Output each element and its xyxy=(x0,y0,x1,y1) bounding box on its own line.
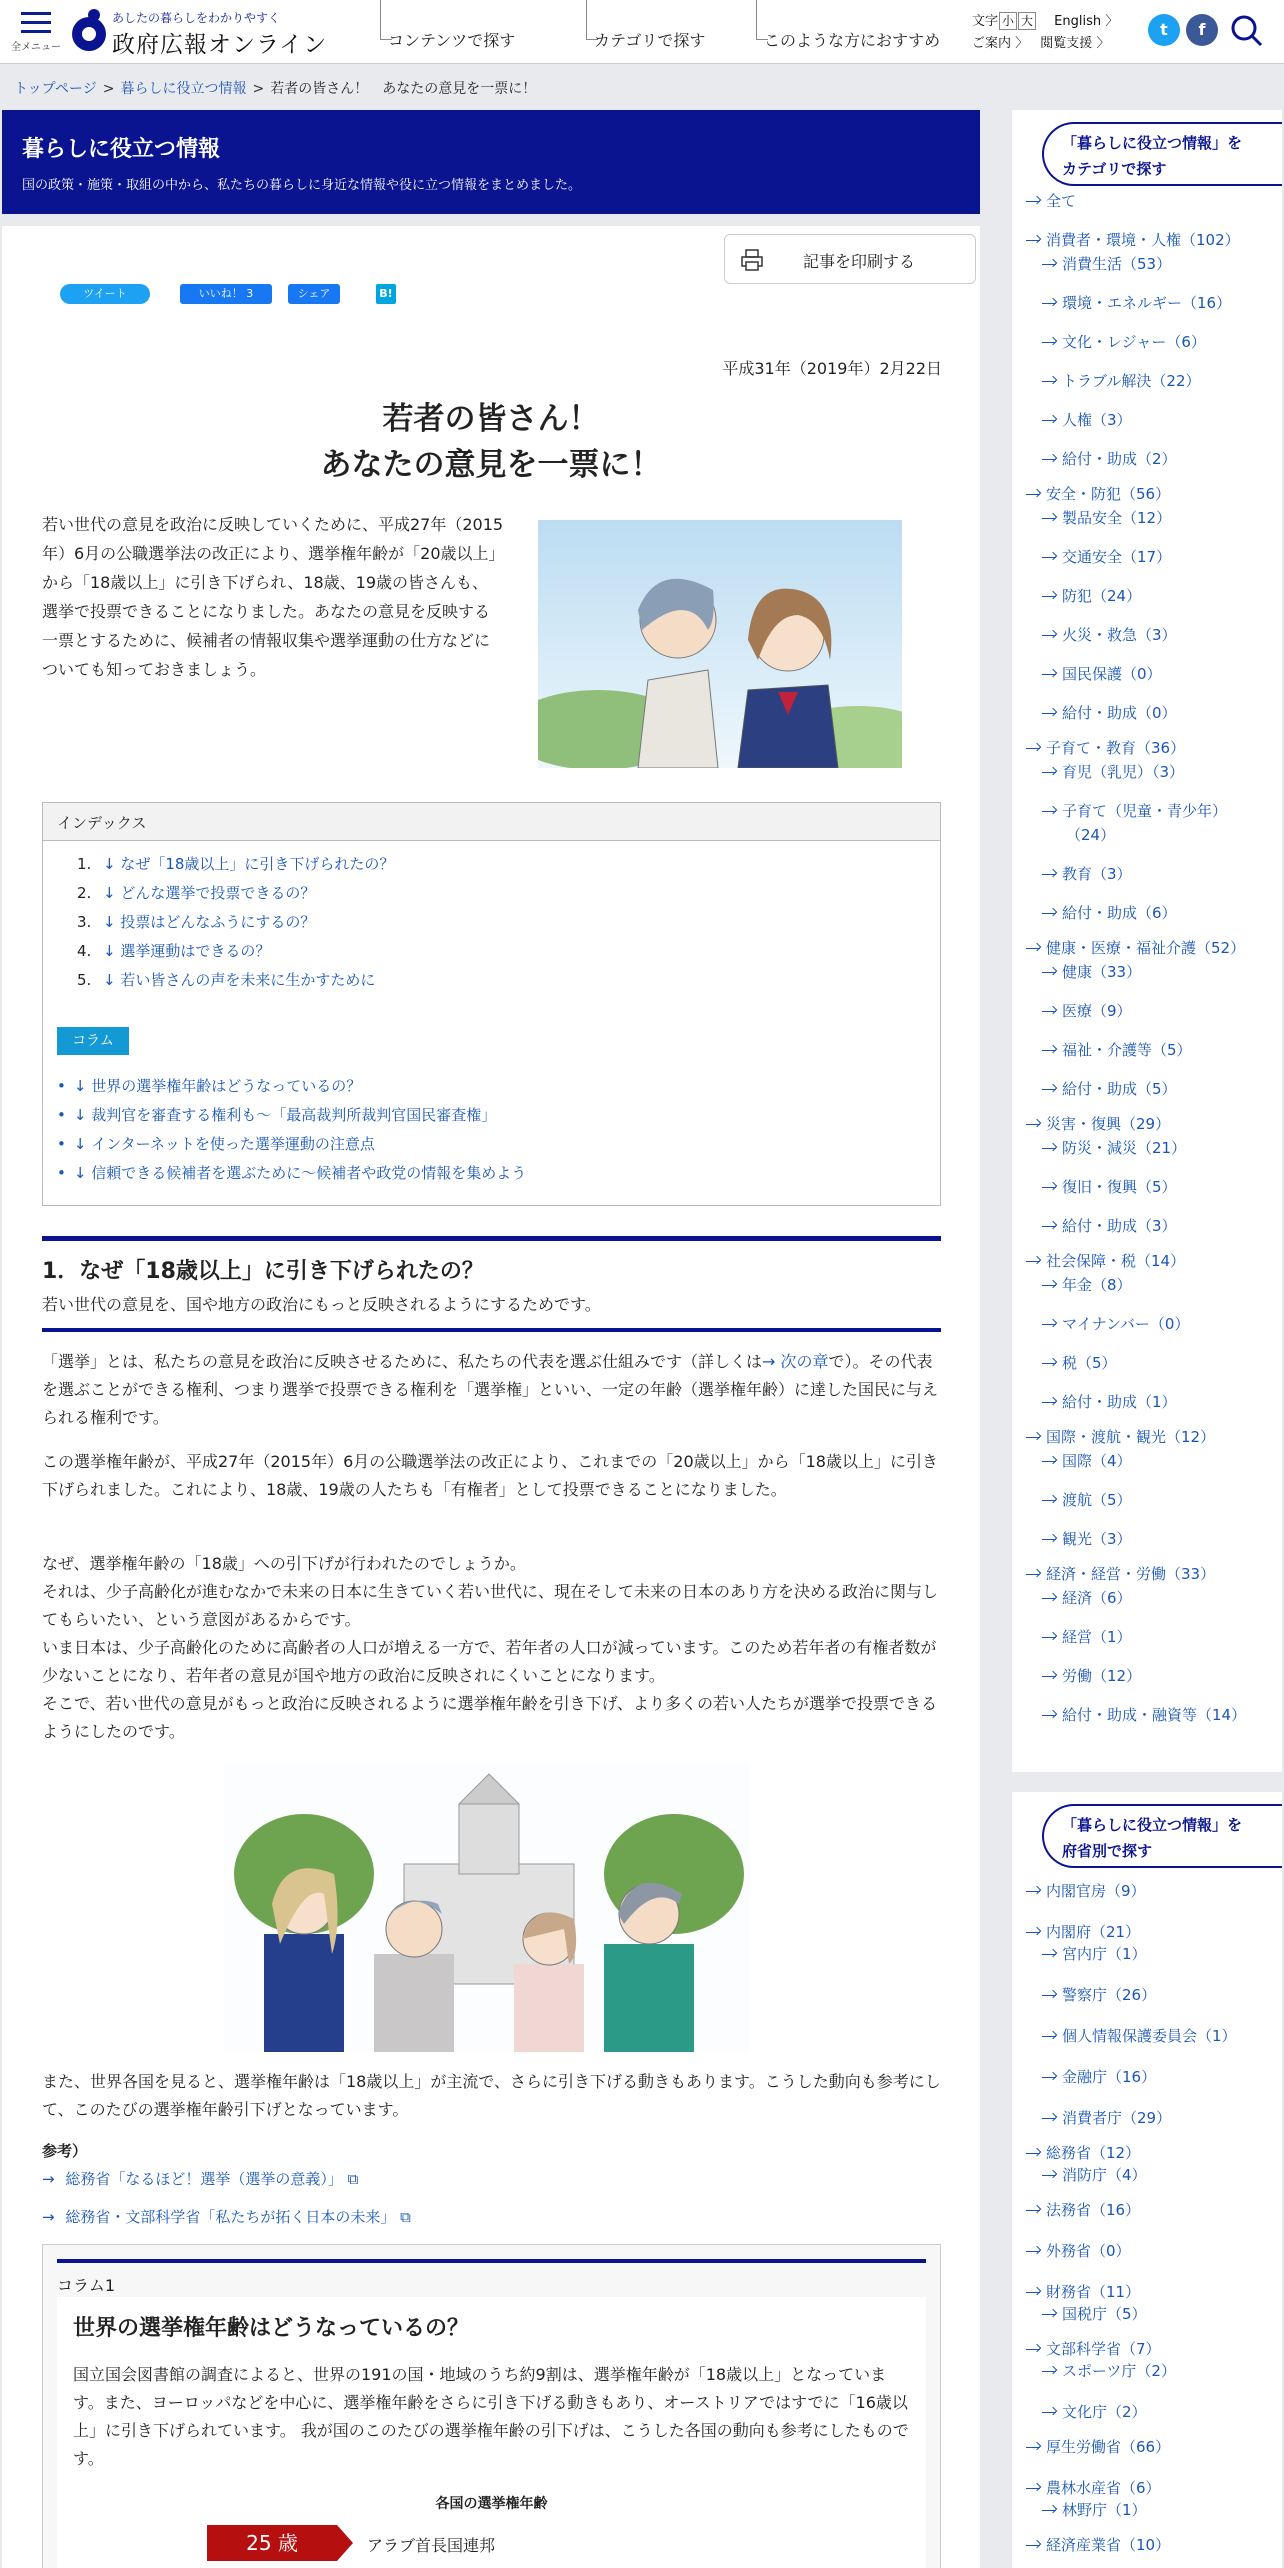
sidebar-item[interactable]: 健康・医療・福祉介護（52） xyxy=(1026,937,1245,958)
column1-topline xyxy=(57,2259,926,2263)
arrow-icon xyxy=(1042,2170,1058,2180)
column1-chart-title: 各国の選挙権年齢 xyxy=(435,2496,548,2512)
arrow-icon xyxy=(1026,2246,1042,2256)
column-index-item[interactable]: • ↓ 世界の選挙権年齢はどうなっているの？ xyxy=(57,1075,526,1104)
arrow-icon xyxy=(1042,2366,1058,2376)
facebook-icon[interactable]: f xyxy=(1186,14,1218,46)
column1-label: コラム1 xyxy=(57,2276,116,2295)
arrow-icon xyxy=(1042,1182,1058,1192)
sidebar-item[interactable]: 内閣官房（9） xyxy=(1026,1880,1146,1901)
sidebar-item[interactable]: 消防庁（4） xyxy=(1042,2164,1147,2185)
like-button[interactable]: いいね！ 3 xyxy=(180,284,272,304)
sidebar-item[interactable]: 消費者・環境・人権（102） xyxy=(1026,229,1240,250)
column-index-item[interactable]: • ↓ 裁判官を審査する権利も～「最高裁判所裁判官国民審査権」 xyxy=(57,1104,526,1133)
arrow-icon xyxy=(1042,1045,1058,1055)
sidebar-item[interactable]: 福祉・介護等（5） xyxy=(1042,1039,1192,1060)
sidebar-item[interactable]: 経済産業省（10） xyxy=(1026,2534,1170,2555)
arrow-icon xyxy=(1042,1456,1058,1466)
sidebar-item[interactable]: 国際（4） xyxy=(1042,1450,1132,1471)
sidebar-item[interactable]: トラブル解決（22） xyxy=(1042,370,1201,391)
twitter-icon[interactable]: t xyxy=(1148,14,1180,46)
arrow-icon xyxy=(1042,630,1058,640)
arrow-icon xyxy=(1026,235,1042,245)
tweet-button[interactable]: ツイート xyxy=(60,284,150,304)
sidebar-item[interactable]: 国税庁（5） xyxy=(1042,2303,1147,2324)
reference-link-mext[interactable]: → 総務省・文部科学省「私たちが拓く日本の未来」 ⧉ xyxy=(42,2206,411,2227)
breadcrumb-current: 若者の皆さん！ あなたの意見を一票に！ xyxy=(270,81,537,97)
sidebar-item[interactable]: 防災・減災（21） xyxy=(1042,1137,1186,1158)
sidebar-item[interactable]: 労働（12） xyxy=(1042,1665,1141,1686)
age-bar-arrow xyxy=(337,2525,353,2561)
column1-card xyxy=(57,2297,926,2568)
sidebar-item[interactable]: （24） xyxy=(1066,826,1116,844)
sidebar-item[interactable]: 内閣府（21） xyxy=(1026,1921,1140,1942)
illustration-diet-building xyxy=(224,1764,750,2052)
sidebar-item[interactable]: 給付・助成・融資等（14） xyxy=(1042,1704,1246,1725)
arrow-icon xyxy=(1026,2344,1042,2354)
column-index-item[interactable]: • ↓ インターネットを使った選挙運動の注意点 xyxy=(57,1133,526,1162)
column1-box xyxy=(42,2244,941,2568)
sidebar-category-title-line1: 「暮らしに役立つ情報」を xyxy=(1062,134,1243,152)
sidebar-item[interactable]: 国際・渡航・観光（12） xyxy=(1026,1426,1215,1447)
column1-text: 国立国会図書館の調査によると、世界の191の国・地域のうち約9割は、選挙権年齢が「18歳以上」となっています。また、ヨーロッパなどを中心に、選挙権年齢をさらに引き下げる動きもあり、オーストリアではすでに「16歳以上」に引き下げられています。 我が国のこのたびの選挙権年齢の引下げは、こうした各国の動向も参考にしたものです。 xyxy=(73,2365,909,2468)
arrow-icon xyxy=(1042,2113,1058,2123)
column-tag: コラム xyxy=(57,1027,129,1055)
sidebar-item[interactable]: 外務省（0） xyxy=(1026,2240,1131,2261)
arrow-icon xyxy=(1042,1534,1058,1544)
english-link[interactable]: English 〉 xyxy=(1054,14,1119,29)
section-divider xyxy=(42,1236,941,1241)
sidebar-item[interactable]: 財務省（11） xyxy=(1026,2281,1140,2302)
arrow-icon xyxy=(1042,1990,1058,2000)
arrow-icon xyxy=(1042,1495,1058,1505)
arrow-icon xyxy=(1026,2287,1042,2297)
sidebar-item[interactable]: 交通安全（17） xyxy=(1042,546,1171,567)
sidebar-item[interactable]: 林野庁（1） xyxy=(1042,2499,1147,2520)
sidebar-ministry-title-line1: 「暮らしに役立つ情報」を xyxy=(1062,1816,1243,1834)
banner-description: 国の政策・施策・取組の中から、私たちの暮らしに身近な情報や役に立つ情報をまとめました。 xyxy=(22,178,582,193)
arrow-icon xyxy=(1042,1084,1058,1094)
sidebar-item[interactable]: 給付・助成（2） xyxy=(1042,448,1177,469)
hamburger-icon xyxy=(21,12,51,34)
arrow-icon xyxy=(1042,513,1058,523)
sidebar-item[interactable]: 環境・エネルギー（16） xyxy=(1042,292,1231,313)
logo-mark-icon xyxy=(70,8,108,52)
sidebar-item[interactable]: 年金（8） xyxy=(1042,1274,1132,1295)
text-size-small-button[interactable]: 小 xyxy=(999,12,1017,30)
arrow-icon xyxy=(1042,869,1058,879)
arrow-icon xyxy=(1042,376,1058,386)
sidebar-item[interactable]: 総務省（12） xyxy=(1026,2142,1140,2163)
arrow-icon xyxy=(1042,1593,1058,1603)
sidebar-item[interactable]: 宮内庁（1） xyxy=(1042,1943,1147,1964)
sidebar-item[interactable]: 金融庁（16） xyxy=(1042,2066,1156,2087)
nav-recommend-label: このような方におすすめ xyxy=(764,31,941,50)
sidebar-item[interactable]: 文化・レジャー（6） xyxy=(1042,331,1206,352)
arrow-icon xyxy=(1042,2505,1058,2515)
sidebar-item[interactable]: 国民保護（0） xyxy=(1042,663,1162,684)
arrow-icon xyxy=(1042,806,1058,816)
arrow-icon xyxy=(1042,454,1058,464)
sidebar-item[interactable]: 給付・助成（6） xyxy=(1042,902,1177,923)
print-label: 記事を印刷する xyxy=(803,252,916,271)
arrow-icon xyxy=(1042,2407,1058,2417)
paragraph-1: 「選挙」とは、私たちの意見を政治に反映させるために、私たちの代表を選ぶ仕組みです（詳しくは→ 次の章で）。その代表を選ぶことができる権利、つまり選挙で投票できる権利を「選挙権」といい、一定の年齢（選挙権年齢）に達した国民に与えられる権利です。 xyxy=(42,1348,941,1432)
sidebar-item[interactable]: 経済（6） xyxy=(1042,1587,1132,1608)
paragraph-4: また、世界各国を見ると、選挙権年齢は「18歳以上」が主流で、さらに引き下げる動きもあります。こうした動向も参考にして、このたびの選挙権年齢引下げとなっています。 xyxy=(42,2072,941,2119)
arrow-icon xyxy=(1042,337,1058,347)
column1-title: 世界の選挙権年齢はどうなっているの？ xyxy=(73,2316,470,2341)
sidebar-item[interactable]: 子育て（児童・青少年） xyxy=(1042,800,1227,821)
text-size-label: 文字 xyxy=(972,14,999,29)
external-link-icon: ⧉ xyxy=(347,2170,359,2188)
sidebar-item[interactable]: 復旧・復興（5） xyxy=(1042,1176,1177,1197)
reference-link-soumu[interactable]: → 総務省「なるほど！選挙（選挙の意義）」 ⧉ xyxy=(42,2168,358,2189)
arrow-icon xyxy=(1042,1358,1058,1368)
sidebar-item[interactable]: 全て xyxy=(1026,190,1076,211)
text-size-large-button[interactable]: 大 xyxy=(1018,12,1036,30)
section1-title: 1．なぜ「18歳以上」に引き下げられたの？ xyxy=(42,1259,484,1284)
country-name: アラブ首長国連邦 xyxy=(367,2536,496,2555)
sidebar-item[interactable]: 教育（3） xyxy=(1042,863,1132,884)
index-item[interactable]: 1. ↓ なぜ「18歳以上」に引き下げられたの？ xyxy=(77,855,395,873)
paragraph-2: この選挙権年齢が、平成27年（2015年）6月の公職選挙法の改正により、これまでの「20歳以上」から「18歳以上」に引き下げられました。これにより、18歳、19歳の人たちも「有権者」として投票できることになりました。 xyxy=(42,1452,938,1499)
sidebar-item[interactable]: 警察庁（26） xyxy=(1042,1984,1156,2005)
sidebar-category-title xyxy=(1042,122,1282,186)
section-banner xyxy=(2,110,980,214)
column-index-item[interactable]: • ↓ 信頼できる候補者を選ぶために～候補者や政党の情報を集めよう xyxy=(57,1162,526,1191)
arrow-icon xyxy=(1026,1886,1042,1896)
fb-share-button[interactable]: シェア xyxy=(288,284,340,304)
printer-icon xyxy=(741,249,763,271)
print-button[interactable] xyxy=(724,234,976,284)
arrow-icon xyxy=(1026,196,1042,206)
arrow-icon xyxy=(1042,1397,1058,1407)
nav-category[interactable] xyxy=(586,0,756,64)
index-box xyxy=(42,802,941,1206)
arrow-icon xyxy=(1042,298,1058,308)
sidebar-category xyxy=(1012,110,1282,1772)
sidebar-item[interactable]: 健康（33） xyxy=(1042,961,1141,982)
nav-recommend[interactable] xyxy=(756,0,956,64)
arrow-icon xyxy=(1026,489,1042,499)
index-item[interactable]: 5. ↓ 若い皆さんの声を未来に生かすために xyxy=(77,971,376,989)
sidebar-item[interactable]: 税（5） xyxy=(1042,1352,1117,1373)
arrow-icon xyxy=(1026,943,1042,953)
arrow-icon xyxy=(1042,1221,1058,1231)
sidebar-item[interactable]: 消費者庁（29） xyxy=(1042,2107,1171,2128)
logo-name: 政府広報オンライン xyxy=(112,32,328,58)
arrow-icon xyxy=(1042,669,1058,679)
arrow-icon xyxy=(1042,2031,1058,2041)
sidebar-item[interactable]: 災害・復興（29） xyxy=(1026,1113,1170,1134)
banner-title: 暮らしに役立つ情報 xyxy=(22,137,221,162)
arrow-icon xyxy=(1042,1949,1058,1959)
arrow-icon xyxy=(1042,1006,1058,1016)
logo-tagline: あしたの暮らしをわかりやすく xyxy=(112,11,281,25)
arrow-icon xyxy=(1026,2442,1042,2452)
column-index-list xyxy=(57,1075,526,1191)
sidebar-item[interactable]: 給付・助成（1） xyxy=(1042,1391,1177,1412)
index-item[interactable]: 2. ↓ どんな選挙で投票できるの？ xyxy=(77,884,316,902)
sidebar-item[interactable]: 防犯（24） xyxy=(1042,585,1141,606)
article-intro: 若い世代の意見を政治に反映していくために、平成27年（2015年）6月の公職選挙法の改正により、選挙権年齢が「20歳以上」から「18歳以上」に引き下げられ、18歳、19歳の皆さんも、選挙で投票できることになりました。あなたの意見を反映する一票とするために、候補者の情報収集や選挙運動の仕方などについても知っておきましょう。 xyxy=(42,515,504,679)
sidebar-ministry xyxy=(1012,1792,1282,2568)
sidebar-item[interactable]: 文化庁（2） xyxy=(1042,2401,1147,2422)
sidebar-item[interactable]: 安全・防犯（56） xyxy=(1026,483,1170,504)
sidebar-item[interactable]: 給付・助成（0） xyxy=(1042,702,1177,723)
breadcrumb-living-info[interactable]: 暮らしに役立つ情報 xyxy=(120,81,247,97)
arrow-icon xyxy=(1042,415,1058,425)
index-item[interactable]: 4. ↓ 選挙運動はできるの？ xyxy=(77,942,271,960)
next-chapter-link[interactable]: → 次の章 xyxy=(762,1352,829,1371)
age-bar: 25 歳 xyxy=(207,2525,337,2561)
sidebar-item[interactable]: 消費生活（53） xyxy=(1042,253,1171,274)
sidebar-item[interactable]: 育児（乳児）（3） xyxy=(1042,761,1184,782)
hatena-button[interactable]: B! xyxy=(376,284,396,304)
article xyxy=(2,226,980,2568)
arrow-icon xyxy=(1042,1143,1058,1153)
sidebar-item[interactable]: 社会保障・税（14） xyxy=(1026,1250,1185,1271)
arrow-icon xyxy=(1026,2205,1042,2215)
sidebar-item[interactable]: 子育て・教育（36） xyxy=(1026,737,1185,758)
sidebar-item[interactable]: 農林水産省（6） xyxy=(1026,2477,1161,2498)
arrow-icon xyxy=(1026,2540,1042,2550)
arrow-icon xyxy=(1042,2309,1058,2319)
guide-link[interactable]: ご案内 〉 xyxy=(972,36,1029,51)
section1-subtitle: 若い世代の意見を、国や地方の政治にもっと反映されるようにするためです。 xyxy=(42,1295,601,1314)
nav-contents[interactable] xyxy=(380,0,580,64)
arrow-icon xyxy=(1042,1671,1058,1681)
section-divider xyxy=(42,1328,941,1332)
sidebar-item[interactable]: スポーツ庁（2） xyxy=(1042,2360,1176,2381)
global-menu-button[interactable] xyxy=(10,10,62,56)
arrow-icon xyxy=(1026,1432,1042,1442)
arrow-icon xyxy=(1042,259,1058,269)
arrow-icon xyxy=(1042,1632,1058,1642)
reading-support-link[interactable]: 閲覧支援 〉 xyxy=(1040,36,1110,51)
sidebar-item[interactable]: 給付・助成（3） xyxy=(1042,1215,1177,1236)
arrow-icon xyxy=(1042,2072,1058,2082)
arrow-icon xyxy=(1042,908,1058,918)
arrow-icon xyxy=(1026,2148,1042,2158)
arrow-icon xyxy=(1026,2483,1042,2493)
sidebar-item[interactable]: 個人情報保護委員会（1） xyxy=(1042,2025,1237,2046)
arrow-icon xyxy=(1042,1280,1058,1290)
breadcrumb: トップページ > 暮らしに役立つ情報 > 若者の皆さん！ あなたの意見を一票に！ xyxy=(14,81,537,97)
arrow-icon xyxy=(1042,708,1058,718)
sidebar-item[interactable]: 給付・助成（5） xyxy=(1042,1078,1177,1099)
sidebar-item[interactable]: 厚生労働省（66） xyxy=(1026,2436,1170,2457)
arrow-icon xyxy=(1042,1319,1058,1329)
site-logo[interactable] xyxy=(70,8,370,56)
arrow-icon xyxy=(1042,1710,1058,1720)
reference-heading: 参考） xyxy=(42,2142,88,2160)
arrow-icon xyxy=(1026,1119,1042,1129)
sidebar-item[interactable]: 人権（3） xyxy=(1042,409,1132,430)
sidebar-item[interactable]: 文部科学省（7） xyxy=(1026,2338,1161,2359)
sidebar-item[interactable]: 経営（1） xyxy=(1042,1626,1132,1647)
arrow-icon xyxy=(1042,552,1058,562)
sidebar-ministry-title-line2: 府省別で探す xyxy=(1062,1842,1153,1860)
sidebar-item[interactable]: マイナンバー（0） xyxy=(1042,1313,1189,1334)
paragraph-3: なぜ、選挙権年齢の「18歳」への引下げが行われたのでしょうか。 それは、少子高齢化が進むなかで未来の日本に生きていく若い世代に、現在そして未来の日本のあり方を決める政治に関与してもらいたい、という意図があるからです。 いま日本は、少子高齢化のために高齢者の人口が増える一方で、若年者の人口が減っています。このため若年者の有権者数が少ないことになり、若年者の意見が国や地方の政治に反映されにくいことになります。 そこで、若い世代の意見がもっと政治に反映されるように選挙権年齢を引き下げ、より多くの若い人たちが選挙で投票できるようにしたのです。 xyxy=(42,1554,939,1741)
sidebar-item[interactable]: 渡航（5） xyxy=(1042,1489,1132,1510)
index-title: インデックス xyxy=(43,803,940,841)
nav-category-label: カテゴリで探す xyxy=(594,31,706,50)
arrow-icon xyxy=(1026,1569,1042,1579)
arrow-icon xyxy=(1042,967,1058,977)
sidebar-category-title-line2: カテゴリで探す xyxy=(1062,160,1167,178)
arrow-icon xyxy=(1026,1256,1042,1266)
sidebar-item[interactable]: 経済・経営・労働（33） xyxy=(1026,1563,1215,1584)
publish-date: 平成31年（2019年）2月22日 xyxy=(722,359,942,378)
arrow-icon xyxy=(1026,743,1042,753)
article-title-line2: あなたの意見を一票に！ xyxy=(320,447,662,483)
arrow-icon xyxy=(1042,591,1058,601)
sidebar-item[interactable]: 製品安全（12） xyxy=(1042,507,1171,528)
menu-label: 全メニュー xyxy=(11,42,61,53)
sidebar-ministry-title xyxy=(1042,1804,1282,1868)
external-link-icon: ⧉ xyxy=(400,2208,411,2226)
sidebar-item[interactable]: 観光（3） xyxy=(1042,1528,1132,1549)
breadcrumb-top[interactable]: トップページ xyxy=(14,81,97,97)
arrow-icon xyxy=(1042,767,1058,777)
sidebar-item[interactable]: 医療（9） xyxy=(1042,1000,1132,1021)
sidebar-item[interactable]: 火災・救急（3） xyxy=(1042,624,1177,645)
site-header xyxy=(0,0,1284,64)
article-title-line1: 若者の皆さん！ xyxy=(382,401,600,437)
search-icon[interactable] xyxy=(1230,14,1264,48)
index-list xyxy=(77,853,394,998)
sidebar-item[interactable]: 法務省（16） xyxy=(1026,2199,1140,2220)
index-item[interactable]: 3. ↓ 投票はどんなふうにするの？ xyxy=(77,913,316,931)
illustration-young-voters xyxy=(538,520,902,768)
nav-contents-label: コンテンツで探す xyxy=(388,31,516,50)
arrow-icon xyxy=(1026,1927,1042,1937)
